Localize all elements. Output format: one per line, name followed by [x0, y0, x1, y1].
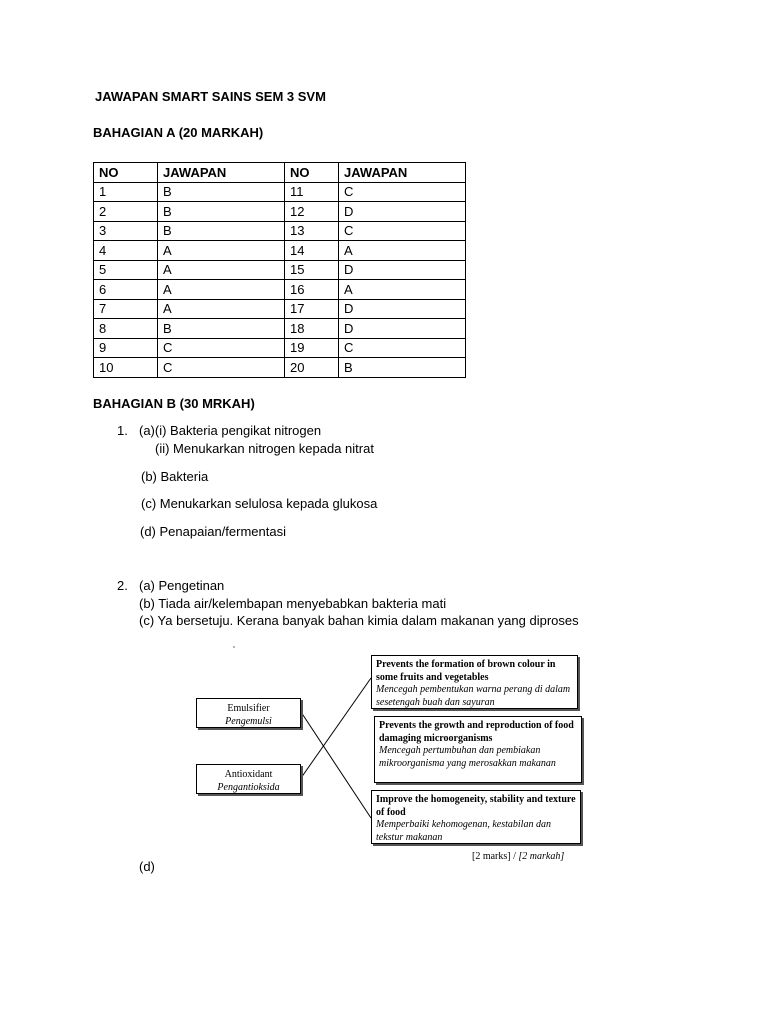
answer-cell: C [158, 358, 285, 378]
column-header: NO [94, 163, 158, 183]
emulsifier-ms: Pengemulsi [225, 716, 272, 727]
answer-cell: C [339, 221, 466, 241]
question-number-cell: 17 [285, 299, 339, 319]
answer-cell: C [158, 338, 285, 358]
function-microorganisms-ms: Mencegah pertumbuhan dan pembiakan mikroorganisma yang merosakkan makanan [379, 745, 556, 769]
q1-number: 1. [117, 423, 128, 438]
question-number-cell: 11 [285, 182, 339, 202]
q1-answer-b: (b) Bakteria [141, 469, 209, 484]
question-number-cell: 7 [94, 299, 158, 319]
question-number-cell: 4 [94, 241, 158, 261]
q2-number: 2. [117, 578, 128, 593]
question-number-cell: 8 [94, 319, 158, 339]
antioxidant-ms: Pengantioksida [217, 782, 280, 793]
q2-answer-a: (a) Pengetinan [139, 578, 225, 593]
answer-cell: D [339, 202, 466, 222]
answer-cell: B [158, 202, 285, 222]
stray-dot [233, 646, 234, 647]
answer-cell: D [339, 299, 466, 319]
answer-cell: B [339, 358, 466, 378]
function-microorganisms [374, 716, 582, 783]
question-number-cell: 12 [285, 202, 339, 222]
question-number-cell: 16 [285, 280, 339, 300]
answer-cell: A [339, 280, 466, 300]
question-number-cell: 19 [285, 338, 339, 358]
answer-cell: B [158, 319, 285, 339]
antioxidant-en: Antioxidant [224, 769, 273, 780]
function-homogeneity-ms: Memperbaiki kehomogenan, kestabilan dan tekstur makanan [376, 819, 551, 843]
q2-answer-d: (d) [139, 859, 155, 874]
answer-cell: A [339, 241, 466, 261]
question-number-cell: 2 [94, 202, 158, 222]
q2-answer-c: (c) Ya bersetuju. Kerana banyak bahan kimia dalam makanan yang diproses [139, 613, 579, 628]
question-number-cell: 5 [94, 260, 158, 280]
column-header: NO [285, 163, 339, 183]
column-header: JAWAPAN [158, 163, 285, 183]
function-brown-colour-ms: Mencegah pembentukan warna perang di dalam sesetengah buah dan sayuran [376, 684, 571, 708]
marks-en: [2 marks] / [472, 851, 516, 862]
function-microorganisms-en: Prevents the growth and reproduction of food damaging microorganisms [379, 720, 574, 744]
label-emulsifier [196, 698, 301, 728]
label-antioxidant [196, 764, 301, 794]
function-homogeneity-en: Improve the homogeneity, stability and texture of food [376, 794, 576, 818]
document-title: JAWAPAN SMART SAINS SEM 3 SVM [95, 89, 326, 104]
q1-answer-d: (d) Penapaian/fermentasi [140, 524, 286, 539]
question-number-cell: 10 [94, 358, 158, 378]
question-number-cell: 18 [285, 319, 339, 339]
question-number-cell: 9 [94, 338, 158, 358]
column-header: JAWAPAN [339, 163, 466, 183]
answer-cell: A [158, 241, 285, 261]
function-brown-colour-en: Prevents the formation of brown colour in some fruits and vegetables [376, 659, 556, 683]
question-number-cell: 15 [285, 260, 339, 280]
answer-cell: D [339, 260, 466, 280]
question-number-cell: 20 [285, 358, 339, 378]
answer-cell: A [158, 260, 285, 280]
q1-answer-a-ii: (ii) Menukarkan nitrogen kepada nitrat [155, 441, 374, 456]
section-a-heading: BAHAGIAN A (20 MARKAH) [93, 125, 264, 140]
function-brown-colour [371, 655, 578, 709]
answer-cell: B [158, 182, 285, 202]
q2-answer-b: (b) Tiada air/kelembapan menyebabkan bakteria mati [139, 596, 447, 611]
q1-answer-a-i: (a)(i) Bakteria pengikat nitrogen [139, 423, 322, 438]
marks-note [472, 851, 564, 862]
question-number-cell: 1 [94, 182, 158, 202]
answer-cell: C [339, 338, 466, 358]
answer-cell: B [158, 221, 285, 241]
question-number-cell: 14 [285, 241, 339, 261]
question-number-cell: 3 [94, 221, 158, 241]
section-b-heading: BAHAGIAN B (30 MRKAH) [93, 396, 255, 411]
marks-ms: [2 markah] [518, 851, 565, 862]
function-homogeneity [371, 790, 581, 844]
answer-cell: C [339, 182, 466, 202]
emulsifier-en: Emulsifier [227, 703, 270, 714]
answer-cell: A [158, 299, 285, 319]
q1-answer-c: (c) Menukarkan selulosa kepada glukosa [141, 496, 378, 511]
question-number-cell: 6 [94, 280, 158, 300]
answer-cell: D [339, 319, 466, 339]
answer-cell: A [158, 280, 285, 300]
question-number-cell: 13 [285, 221, 339, 241]
